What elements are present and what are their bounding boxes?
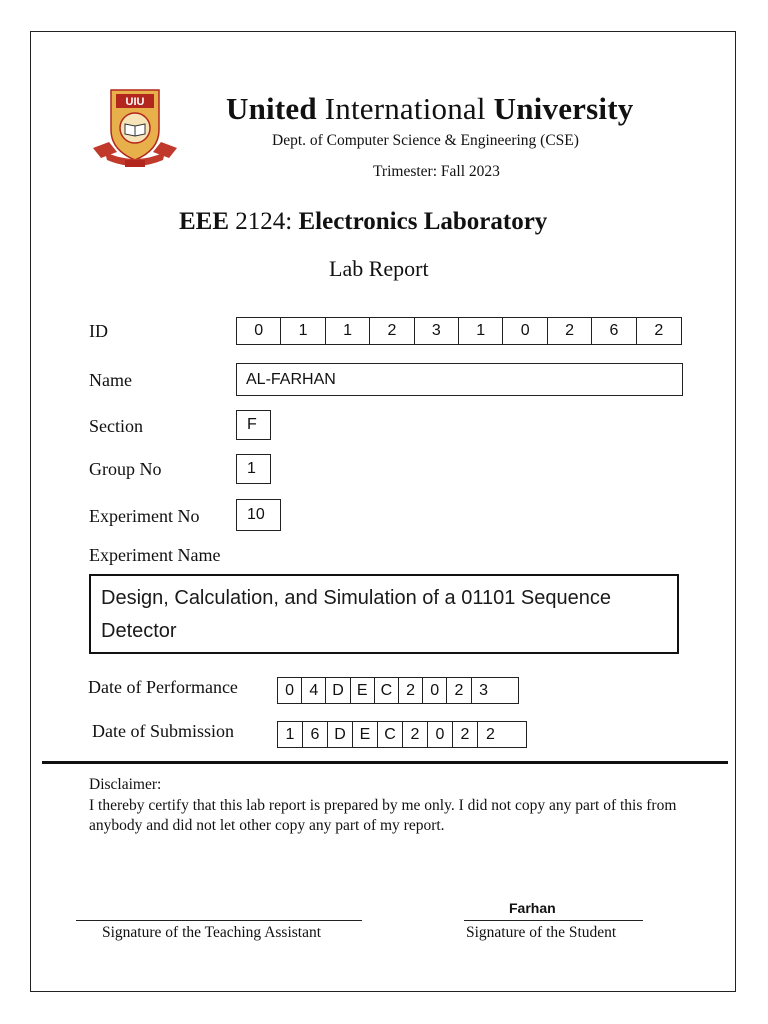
id-digit: 2 <box>548 318 592 344</box>
section-divider <box>42 761 728 764</box>
date-char: 2 <box>486 725 495 743</box>
date-char: E <box>351 678 375 703</box>
date-submission-boxes <box>277 721 527 748</box>
group-field: 1 <box>236 454 271 484</box>
course-code: 2124: <box>229 208 299 235</box>
date-performance-boxes <box>277 677 519 704</box>
id-digit: 2 <box>370 318 414 344</box>
section-field: F <box>236 410 271 440</box>
id-digit: 6 <box>592 318 636 344</box>
experiment-no-label: Experiment No <box>89 506 200 526</box>
date-performance-label: Date of Performance <box>88 677 238 697</box>
date-char: 4 <box>302 678 326 703</box>
date-char: E <box>353 722 378 747</box>
id-digit: 0 <box>237 318 281 344</box>
date-char: 3 <box>479 681 489 699</box>
course-prefix: EEE <box>179 208 230 235</box>
date-char: 1 <box>278 722 303 747</box>
date-char: 0 <box>278 678 302 703</box>
id-digit: 1 <box>459 318 503 344</box>
university-name-part3: University <box>493 91 634 126</box>
id-digit: 3 <box>415 318 459 344</box>
experiment-name-label: Experiment Name <box>89 545 221 565</box>
date-submission-label: Date of Submission <box>92 721 234 741</box>
university-name <box>226 91 633 127</box>
university-name-part2: International <box>316 91 494 126</box>
date-char: C <box>375 678 399 703</box>
report-type: Lab Report <box>329 256 429 281</box>
logo-year-band <box>125 160 145 167</box>
ta-signature-line <box>76 920 362 921</box>
name-label: Name <box>89 370 132 390</box>
group-label: Group No <box>89 459 162 479</box>
student-signature-label: Signature of the Student <box>466 924 617 941</box>
date-char: C <box>378 722 403 747</box>
course-name: Electronics Laboratory <box>298 208 548 235</box>
date-char: 2 <box>399 678 423 703</box>
id-label: ID <box>89 321 108 341</box>
date-char: D <box>326 678 350 703</box>
id-digit: 0 <box>503 318 547 344</box>
id-digit: 2 <box>654 322 664 339</box>
date-char: 2 <box>453 722 478 747</box>
date-char: 0 <box>428 722 453 747</box>
university-logo <box>87 86 183 170</box>
experiment-name-field: Design, Calculation, and Simulation of a 01101 Sequence Detector <box>89 574 679 654</box>
disclaimer-text: I thereby certify that this lab report is prepared by me only. I did not copy any part of this from anybody and did not let other copy any part of my report. <box>89 797 677 834</box>
course-title <box>179 208 547 236</box>
disclaimer-title: Disclaimer: <box>89 776 162 793</box>
department: Dept. of Computer Science & Engineering (CSE) <box>272 132 579 149</box>
date-char: 6 <box>303 722 328 747</box>
date-char: D <box>328 722 353 747</box>
logo-text: UIU <box>125 96 145 108</box>
student-signature-line <box>464 920 643 921</box>
ta-signature-label: Signature of the Teaching Assistant <box>102 924 322 941</box>
date-char: 2 <box>403 722 428 747</box>
id-digit: 1 <box>281 318 325 344</box>
trimester: Trimester: Fall 2023 <box>373 163 500 180</box>
id-digit: 1 <box>326 318 370 344</box>
section-label: Section <box>89 416 143 436</box>
student-signature: Farhan <box>509 900 556 916</box>
name-field: AL-FARHAN <box>236 363 683 396</box>
university-name-part1: United <box>226 91 317 126</box>
date-char: 2 <box>447 678 471 703</box>
experiment-no-field: 10 <box>236 499 281 531</box>
date-char: 0 <box>423 678 447 703</box>
id-boxes <box>236 317 682 345</box>
